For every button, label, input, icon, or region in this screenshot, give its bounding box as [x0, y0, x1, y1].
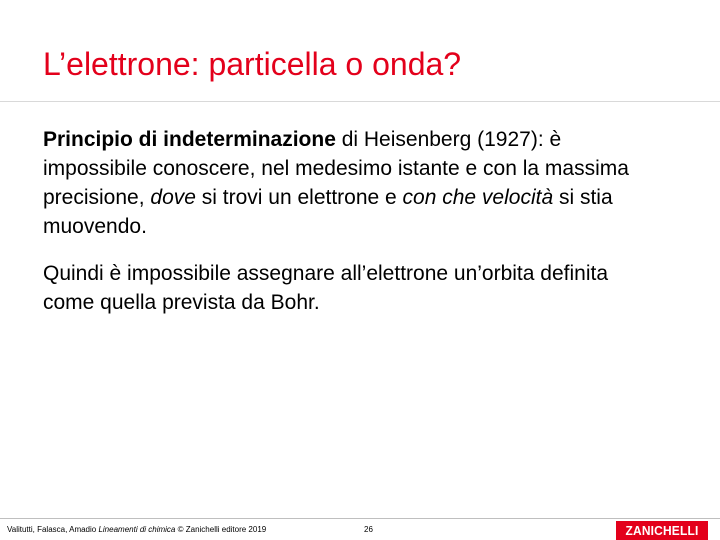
slide-title: L’elettrone: particella o onda? — [43, 46, 462, 82]
bold-term: Principio di indeterminazione — [43, 128, 336, 151]
paragraph-text-b: si trovi un elettrone e — [195, 186, 403, 209]
page-number: 26 — [364, 525, 373, 534]
paragraph-text-c: si stia muovendo. — [43, 186, 613, 238]
footer-book-title: Lineamenti di chimica — [98, 525, 176, 534]
italic-speed: con che velocità — [402, 186, 554, 209]
italic-where: dove — [150, 186, 196, 209]
title-divider — [0, 101, 720, 102]
footer-authors: Valitutti, Falasca, Amadio — [7, 525, 99, 534]
footer-divider — [0, 518, 720, 519]
paragraph-text-a: di Heisenberg (1927): è impossibile conoscere, nel medesimo istante e con la massima precisione, — [43, 128, 629, 209]
zanichelli-logo: ZANICHELLI — [616, 521, 708, 540]
paragraph-bohr: Quindi è impossibile assegnare all’elettrone un’orbita definita come quella prevista da Bohr. — [43, 262, 609, 314]
footer-credit — [7, 525, 266, 535]
paragraph-heisenberg — [43, 125, 663, 241]
footer-publisher: © Zanichelli editore 2019 — [175, 525, 267, 534]
